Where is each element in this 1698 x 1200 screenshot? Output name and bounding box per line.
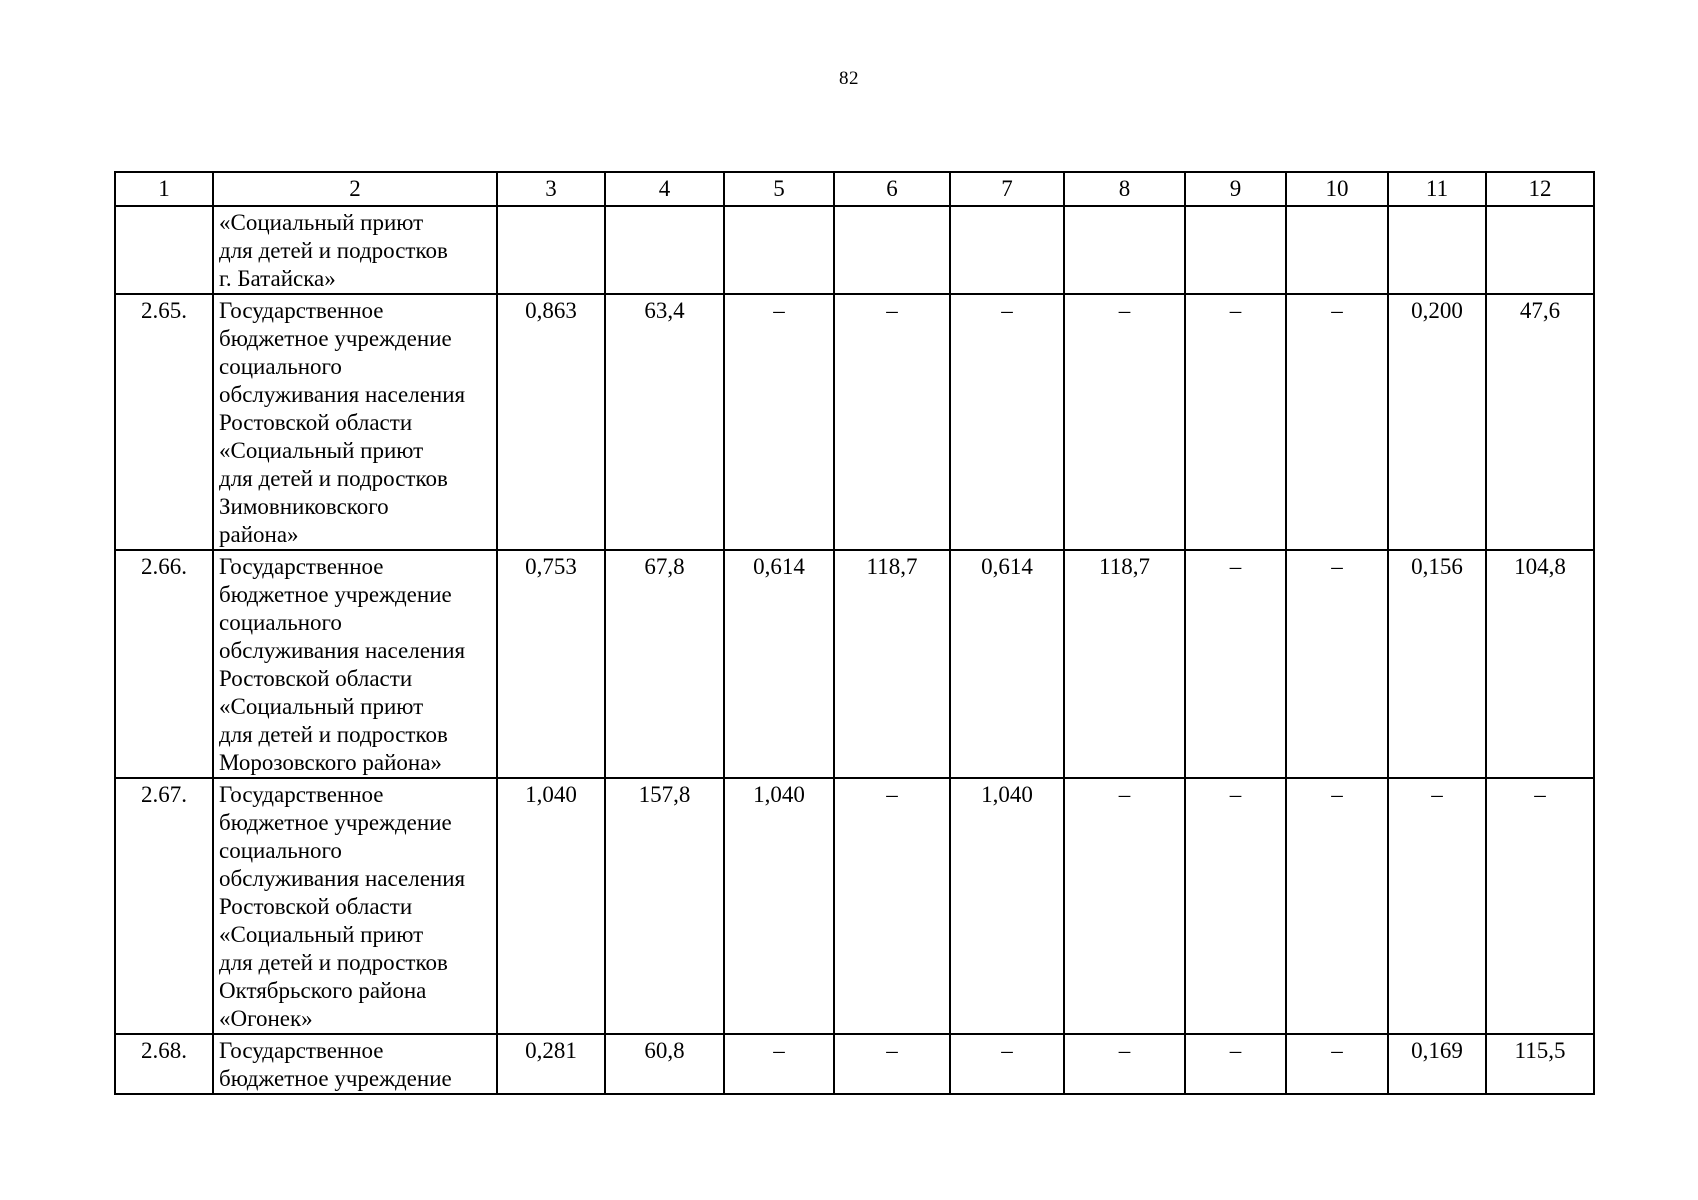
table-cell: 0,169 [1388,1034,1486,1094]
table-row [115,778,1594,1034]
row-number: 2.67. [115,778,213,1034]
table-cell [1064,206,1185,294]
table-cell: 47,6 [1486,294,1594,550]
table-cell: 104,8 [1486,550,1594,778]
column-header: 10 [1286,172,1388,206]
table-row [115,550,1594,778]
table-cell [1486,206,1594,294]
table-cell [1388,206,1486,294]
column-header: 1 [115,172,213,206]
table-cell: – [1064,1034,1185,1094]
institution-name: Государственное бюджетное учреждение [213,1034,497,1094]
data-table [114,171,1595,1095]
table-cell: 0,281 [497,1034,605,1094]
table-cell: 0,753 [497,550,605,778]
table-cell: – [1185,550,1286,778]
table-cell: 0,614 [724,550,834,778]
table-cell: – [1185,1034,1286,1094]
table-cell: – [1286,778,1388,1034]
header-row [115,172,1594,206]
table-cell: 115,5 [1486,1034,1594,1094]
table-cell: 1,040 [950,778,1064,1034]
column-header: 12 [1486,172,1594,206]
table-cell: – [1185,778,1286,1034]
institution-name: Государственное бюджетное учреждение социального обслуживания населения Ростовской области «Социальный приют для детей и подростков Октябрьского района «Огонек» [213,778,497,1034]
table-cell: – [1388,778,1486,1034]
column-header: 3 [497,172,605,206]
column-header: 5 [724,172,834,206]
table-cell: – [724,294,834,550]
table-cell [724,206,834,294]
table-cell: 0,614 [950,550,1064,778]
row-number: 2.68. [115,1034,213,1094]
table-cell [834,206,950,294]
table-cell: 67,8 [605,550,724,778]
table-cell: 0,200 [1388,294,1486,550]
table-cell: – [1185,294,1286,550]
table-cell [605,206,724,294]
table-cell: – [1286,550,1388,778]
table-cell: – [950,1034,1064,1094]
page-number: 82 [839,68,859,89]
column-header: 11 [1388,172,1486,206]
table-row [115,206,1594,294]
table-cell: 60,8 [605,1034,724,1094]
table-cell: – [724,1034,834,1094]
table-cell: 0,156 [1388,550,1486,778]
table-cell: – [1286,294,1388,550]
institution-name: Государственное бюджетное учреждение социального обслуживания населения Ростовской области «Социальный приют для детей и подростков Зимовниковского района» [213,294,497,550]
table-cell [497,206,605,294]
table-cell: 118,7 [1064,550,1185,778]
column-header: 2 [213,172,497,206]
column-header: 6 [834,172,950,206]
institution-name: Государственное бюджетное учреждение социального обслуживания населения Ростовской области «Социальный приют для детей и подростков Морозовского района» [213,550,497,778]
table-row [115,294,1594,550]
column-header: 9 [1185,172,1286,206]
table-cell: – [950,294,1064,550]
table-cell: 0,863 [497,294,605,550]
table-cell: – [1064,294,1185,550]
row-number [115,206,213,294]
table-cell: 118,7 [834,550,950,778]
institution-name: «Социальный приют для детей и подростков г. Батайска» [213,206,497,294]
column-header: 4 [605,172,724,206]
table-cell: 63,4 [605,294,724,550]
table-row [115,1034,1594,1094]
table-cell [950,206,1064,294]
table-cell: – [1064,778,1185,1034]
table-cell: – [1486,778,1594,1034]
table-cell: – [834,778,950,1034]
table-cell: 157,8 [605,778,724,1034]
column-header: 7 [950,172,1064,206]
row-number: 2.66. [115,550,213,778]
table-cell: – [1286,1034,1388,1094]
table-cell: – [834,294,950,550]
table-cell: – [834,1034,950,1094]
column-header: 8 [1064,172,1185,206]
table-cell: 1,040 [724,778,834,1034]
table-cell [1185,206,1286,294]
table-cell: 1,040 [497,778,605,1034]
table-cell [1286,206,1388,294]
row-number: 2.65. [115,294,213,550]
